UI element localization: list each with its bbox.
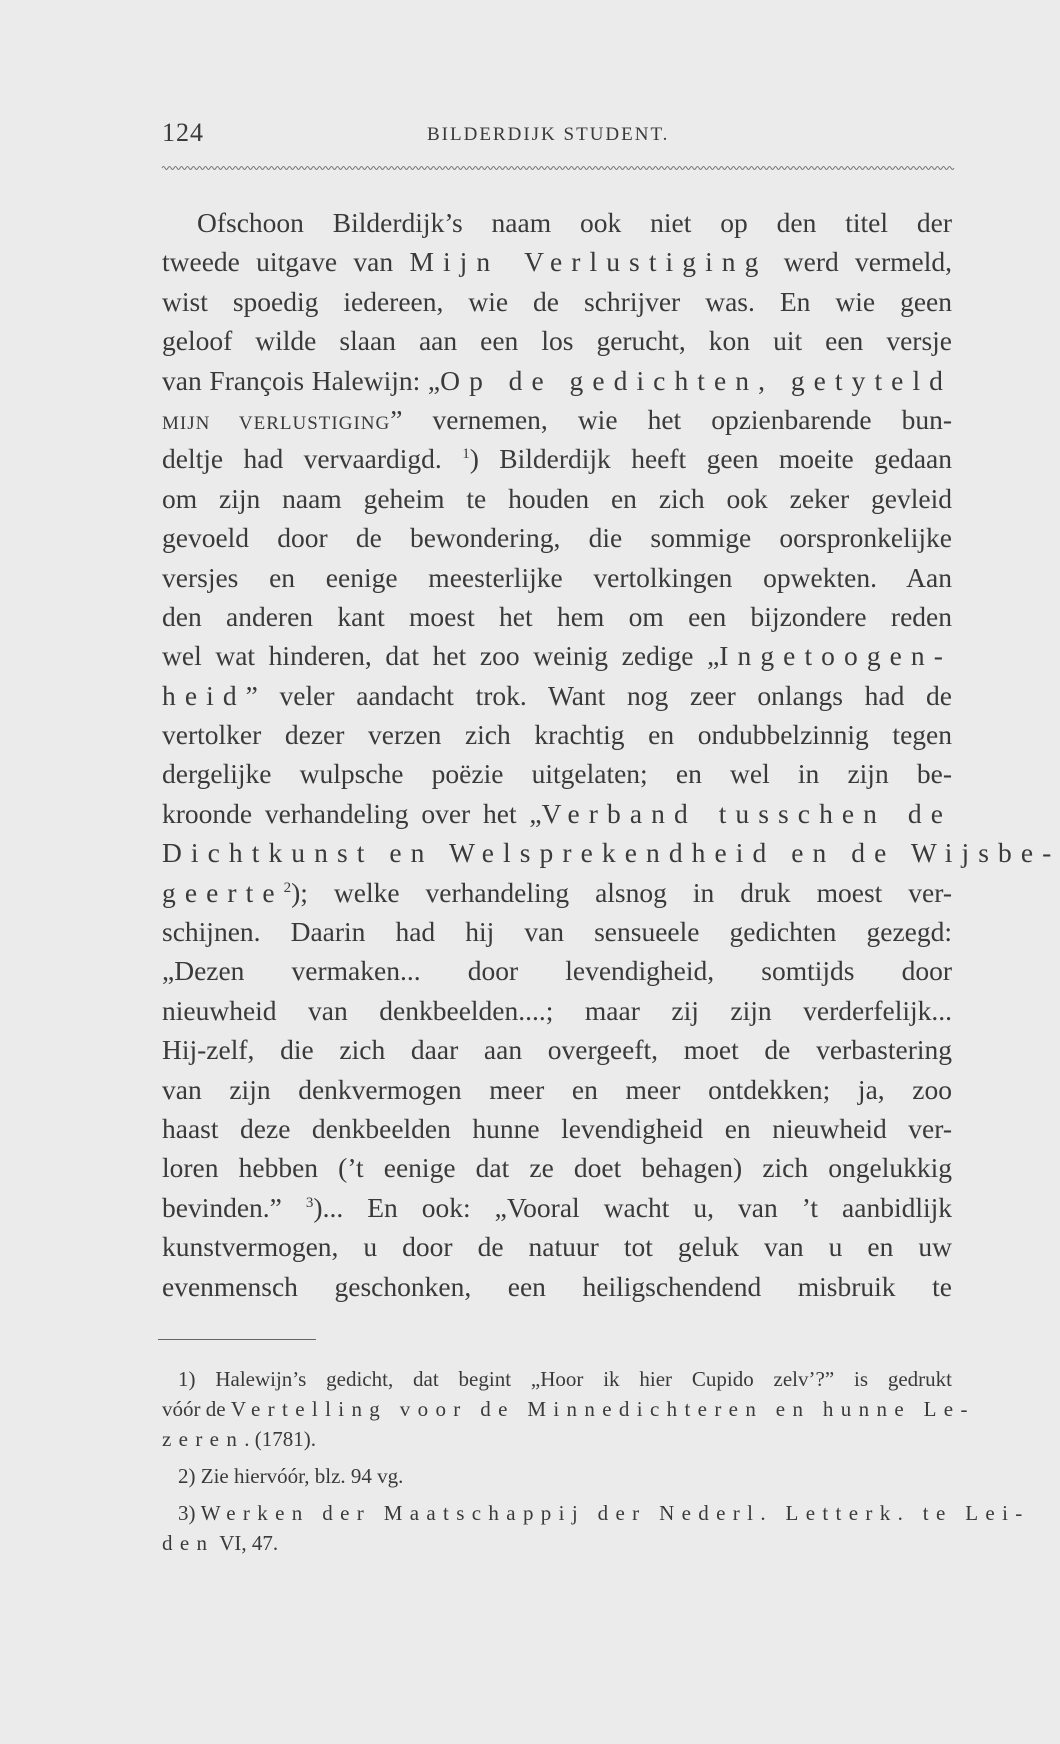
spaced-title: den <box>162 1531 215 1555</box>
small-caps-title: MIJN VERLUSTIGING <box>162 412 391 434</box>
spaced-title: Op de gedichten, getyteld <box>440 364 953 396</box>
footnotes <box>162 1364 1030 1558</box>
text-line: nieuwheid van denkbeelden....; maar zij zijn verderfelijk... <box>162 994 952 1026</box>
page-number: 124 <box>162 118 204 147</box>
text-line: heid” veler aandacht trok. Want nog zeer onlangs had de <box>162 679 952 711</box>
spaced-title: Werken der Maatschappij der Nederl. Letterk. te Lei- <box>200 1501 1030 1525</box>
main-text <box>162 203 1060 1306</box>
text-line: Ofschoon Bilderdijk’s naam ook niet op den titel der <box>197 207 952 238</box>
text-line: vertolker dezer verzen zich krachtig en ondubbelzinnig tegen <box>162 719 952 751</box>
footnote-ref: 2 <box>283 879 292 896</box>
text-line: tweede uitgave van Mijn Verlustiging werd vermeld, <box>162 246 953 278</box>
text-line: geloof wilde slaan aan een los gerucht, kon uit een versje <box>162 325 952 357</box>
text-line: kunstvermogen, u door de natuur tot geluk van u en uw <box>162 1231 952 1263</box>
spaced-title: Vertelling voor de Minnedichteren en hunne Le- <box>230 1397 975 1421</box>
text-line: bevinden.” $^3$)... En ook: „Vooral wacht u, van ’t aanbidlijk <box>162 1191 953 1223</box>
footnote-ref: 3 <box>305 1194 314 1211</box>
text-line: den anderen kant moest het hem om een bijzondere reden <box>162 600 952 632</box>
text-line: Hij-zelf, die zich daar aan overgeeft, moet de verbastering <box>162 1034 952 1066</box>
spaced-title: Ingetoogen- <box>719 640 952 672</box>
text-line: dergelijke wulpsche poëzie uitgelaten; en wel in zijn be- <box>162 758 952 790</box>
text-line: wel wat hinderen, dat het zoo weinig zedige „Ingetoogen- <box>162 640 952 672</box>
spaced-title: heid <box>162 679 246 711</box>
footnote-1: 1) Halewijn’s gedicht, dat begint „Hoor ik hier Cupido zelv’?” is gedrukt <box>178 1367 952 1391</box>
text-line: geerte$^2$); welke verhandeling alsnog in druk moest ver- <box>162 876 952 908</box>
spaced-title: Verband tusschen de <box>541 797 953 829</box>
page-header <box>162 118 952 158</box>
text-line: om zijn naam geheim te houden en zich ook zeker gevleid <box>162 482 952 514</box>
text-line: loren hebben (’t eenige dat ze doet behagen) zich ongelukkig <box>162 1152 952 1184</box>
footnote-1-cont: zeren. (1781). <box>162 1427 316 1451</box>
text-line: wist spoedig iedereen, wie de schrijver was. En wie geen <box>162 285 952 317</box>
running-head: BILDERDIJK STUDENT. <box>427 124 670 145</box>
text-line: deltje had vervaardigd. $^1$) Bilderdijk heeft geen moeite gedaan <box>162 443 952 475</box>
text-line: MIJN VERLUSTIGING” vernemen, wie het opzienbarende bun- <box>162 403 952 435</box>
footnote-1-cont: vóór de Vertelling voor de Minnedichteren en hunne Le- <box>162 1397 975 1421</box>
footnote-2: 2) Zie hiervóór, blz. 94 vg. <box>178 1464 404 1488</box>
text-line: van François Halewijn: „Op de gedichten, getyteld <box>162 364 953 396</box>
footnote-separator <box>158 1339 316 1340</box>
text-line: kroonde verhandeling over het „Verband tusschen de <box>162 797 953 829</box>
spaced-title: Mijn Verlustiging <box>409 246 768 278</box>
text-line <box>162 833 1060 872</box>
text-line: „Dezen vermaken... door levendigheid, somtijds door <box>162 955 952 987</box>
footnote-ref: 1 <box>462 446 470 463</box>
text-line: schijnen. Daarin had hij van sensueele gedichten gezegd: <box>162 916 952 948</box>
text-line: evenmensch geschonken, een heiligschendend misbruik te <box>162 1270 952 1302</box>
text-line: gevoeld door de bewondering, die sommige oorspronkelijke <box>162 522 952 554</box>
footnote-3: 3) Werken der Maatschappij der Nederl. Letterk. te Lei- <box>178 1501 1030 1525</box>
spaced-title: Dichtkunst en Welsprekendheid en de Wijsbe- <box>162 837 1060 869</box>
footnote-3-cont: den VI, 47. <box>162 1531 279 1555</box>
text-line: van zijn denkvermogen meer en meer ontdekken; ja, zoo <box>162 1073 952 1105</box>
spaced-title: geerte <box>162 876 284 908</box>
text-line: versjes en eenige meesterlijke vertolkingen opwekten. Aan <box>162 561 952 593</box>
spaced-title: zeren <box>162 1427 245 1451</box>
header-wavy-rule <box>162 165 952 171</box>
text-line: haast deze denkbeelden hunne levendigheid en nieuwheid ver- <box>162 1112 952 1144</box>
